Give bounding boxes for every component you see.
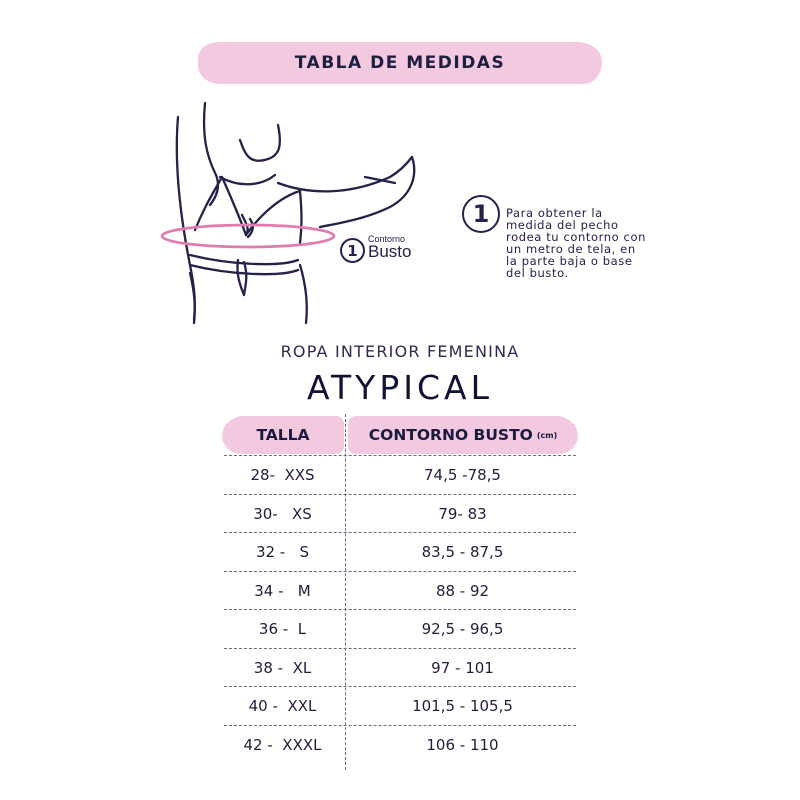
bra-tie [237,260,246,295]
title-banner [198,42,602,84]
cell-talla: 38 - XL [253,658,312,677]
cell-talla: 28- XXS [250,466,315,484]
cell-busto: 88 - 92 [435,581,490,600]
header-talla: TALLA [222,416,344,454]
contorno-label: Contorno [368,234,406,244]
cell-talla: 36 - L [258,620,307,638]
table-row [220,533,580,571]
cell-talla: 42 - XXXL [243,735,322,754]
table-row [220,726,580,764]
cell-talla: 34 - M [254,581,311,600]
cell-busto: 101,5 - 105,5 [412,697,513,715]
cell-busto: 74,5 -78,5 [424,466,501,484]
table-row [220,572,580,610]
bust-illustration [150,95,440,330]
header-busto-unit: (cm) [536,430,558,440]
page-title: TABLA DE MEDIDAS [294,53,506,73]
table-row [220,687,580,725]
cell-busto: 106 - 110 [426,735,499,754]
cell-busto: 97 - 101 [431,658,494,677]
cell-talla: 40 - XXL [248,697,317,715]
table-row [220,456,580,494]
cell-busto: 83,5 - 87,5 [421,543,504,561]
cell-busto: 92,5 - 96,5 [421,620,504,638]
torso-side-left [190,273,195,323]
header-busto-label: CONTORNO BUSTO [368,426,533,444]
instructions-text: Para obtener la medida del pecho rodea tu contorno con un metro de tela, en la parte baja o base del busto. [506,206,646,280]
upper-arm-line [278,157,412,191]
header-busto [348,416,578,454]
collarbone-line [220,175,275,184]
brand-logo: ATYPICAL [307,368,493,407]
torso-side-right [300,265,307,323]
table-row [220,649,580,687]
instruction-step-badge: 1 [462,195,500,233]
diagram-step-badge: 1 [340,238,365,263]
table-row [220,495,580,533]
cell-talla: 30- XS [253,504,312,523]
neck-line [240,125,280,161]
size-table [220,412,580,772]
table-row [220,610,580,648]
cell-talla: 32 - S [255,543,310,561]
subtitle: ROPA INTERIOR FEMENINA [280,342,520,361]
busto-label: Busto [368,242,412,261]
cell-busto: 79- 83 [438,504,487,523]
bra-right-cup [246,191,302,243]
